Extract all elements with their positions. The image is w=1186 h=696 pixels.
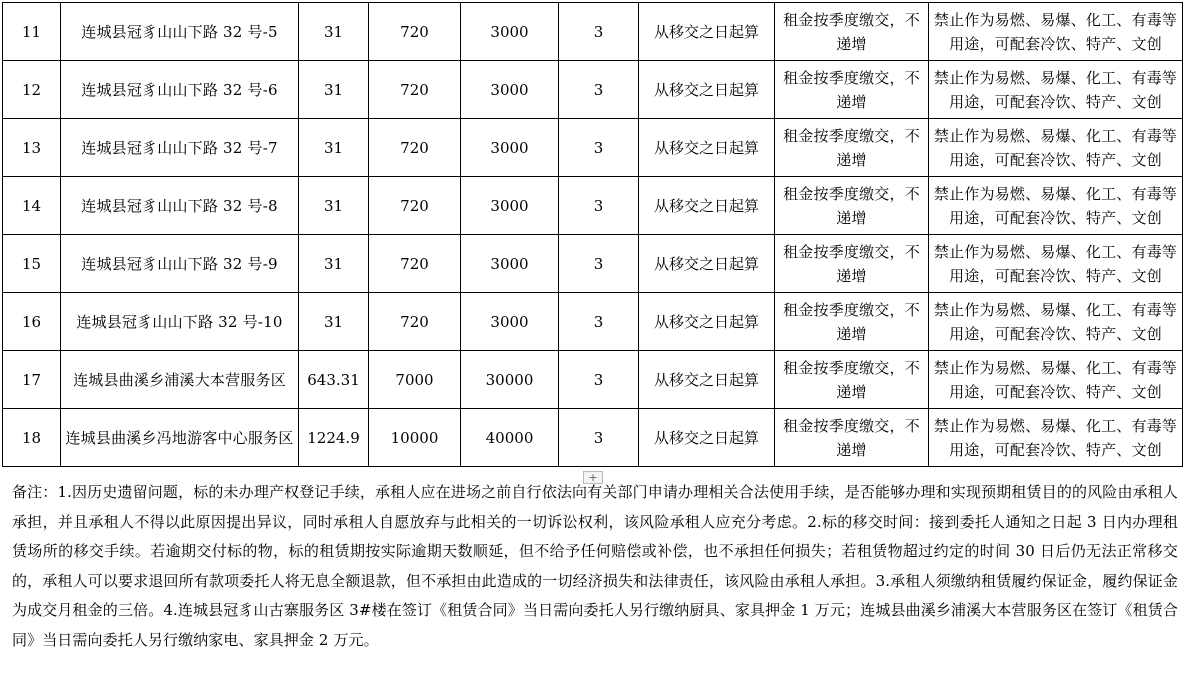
start-date-cell: 从移交之日起算 <box>639 119 775 177</box>
monthly-rent-cell: 720 <box>369 61 461 119</box>
start-date-cell: 从移交之日起算 <box>639 235 775 293</box>
location-cell: 连城县曲溪乡浦溪大本营服务区 <box>61 351 299 409</box>
monthly-rent-cell: 720 <box>369 235 461 293</box>
lease-years-cell: 3 <box>559 119 639 177</box>
table-row <box>3 293 1183 351</box>
area-cell: 31 <box>299 177 369 235</box>
usage-restriction-cell: 禁止作为易燃、易爆、化工、有毒等用途，可配套冷饮、特产、文创 <box>929 177 1183 235</box>
area-cell: 31 <box>299 61 369 119</box>
notes-paragraph: 备注：1.因历史遗留问题，标的未办理产权登记手续，承租人应在进场之前自行依法向有关部门申请办理相关合法使用手续，是否能够办理和实现预期租赁目的的风险由承租人承担，并且承租人不得以此原因提出异议，同时承租人自愿放弃与此相关的一切诉讼权利，该风险承租人应充分考虑。2.标的移交时间：接到委托人通知之日起 3 日内办理租赁场所的移交手续。若逾期交付标的物，标的租赁期按实际逾期天数顺延，但不给予任何赔偿或补偿，也不承担任何损失；若租赁物超过约定的时间 30 日后仍无法正常移交的，承租人可以要求退回所有款项委托人将无息全额退款，但不承担由此造成的一切经济损失和法律责任，该风险由承租人承担。3.承租人须缴纳租赁履约保证金，履约保证金为成交月租金的三倍。4.连城县冠豸山古寨服务区 3#楼在签订《租赁合同》当日需向委托人另行缴纳厨具、家具押金 1 万元；连城县曲溪乡浦溪大本营服务区在签订《租赁合同》当日需向委托人另行缴纳家电、家具押金 2 万元。 <box>12 483 1178 649</box>
location-cell: 连城县曲溪乡冯地游客中心服务区 <box>61 409 299 467</box>
monthly-rent-cell: 720 <box>369 119 461 177</box>
location-cell: 连城县冠豸山山下路 32 号-8 <box>61 177 299 235</box>
table-row <box>3 235 1183 293</box>
payment-terms-cell: 租金按季度缴交，不递增 <box>775 409 929 467</box>
location-cell: 连城县冠豸山山下路 32 号-9 <box>61 235 299 293</box>
area-cell: 1224.9 <box>299 409 369 467</box>
start-date-cell: 从移交之日起算 <box>639 409 775 467</box>
lease-years-cell: 3 <box>559 293 639 351</box>
lease-years-cell: 3 <box>559 61 639 119</box>
usage-restriction-cell: 禁止作为易燃、易爆、化工、有毒等用途，可配套冷饮、特产、文创 <box>929 61 1183 119</box>
monthly-rent-cell: 720 <box>369 3 461 61</box>
lease-table <box>2 2 1183 467</box>
area-cell: 31 <box>299 235 369 293</box>
row-number-cell: 11 <box>3 3 61 61</box>
payment-terms-cell: 租金按季度缴交，不递增 <box>775 61 929 119</box>
payment-terms-cell: 租金按季度缴交，不递增 <box>775 235 929 293</box>
lease-years-cell: 3 <box>559 3 639 61</box>
table-row <box>3 351 1183 409</box>
payment-terms-cell: 租金按季度缴交，不递增 <box>775 3 929 61</box>
deposit-cell: 30000 <box>461 351 559 409</box>
usage-restriction-cell: 禁止作为易燃、易爆、化工、有毒等用途，可配套冷饮、特产、文创 <box>929 3 1183 61</box>
area-cell: 31 <box>299 293 369 351</box>
lease-years-cell: 3 <box>559 351 639 409</box>
monthly-rent-cell: 7000 <box>369 351 461 409</box>
row-number-cell: 16 <box>3 293 61 351</box>
deposit-cell: 3000 <box>461 61 559 119</box>
deposit-cell: 3000 <box>461 235 559 293</box>
area-cell: 31 <box>299 119 369 177</box>
table-row <box>3 3 1183 61</box>
location-cell: 连城县冠豸山山下路 32 号-6 <box>61 61 299 119</box>
row-number-cell: 13 <box>3 119 61 177</box>
deposit-cell: 40000 <box>461 409 559 467</box>
monthly-rent-cell: 720 <box>369 293 461 351</box>
payment-terms-cell: 租金按季度缴交，不递增 <box>775 119 929 177</box>
payment-terms-cell: 租金按季度缴交，不递增 <box>775 293 929 351</box>
lease-years-cell: 3 <box>559 409 639 467</box>
start-date-cell: 从移交之日起算 <box>639 351 775 409</box>
start-date-cell: 从移交之日起算 <box>639 3 775 61</box>
usage-restriction-cell: 禁止作为易燃、易爆、化工、有毒等用途，可配套冷饮、特产、文创 <box>929 235 1183 293</box>
payment-terms-cell: 租金按季度缴交，不递增 <box>775 351 929 409</box>
row-number-cell: 17 <box>3 351 61 409</box>
location-cell: 连城县冠豸山山下路 32 号-10 <box>61 293 299 351</box>
deposit-cell: 3000 <box>461 3 559 61</box>
table-row <box>3 177 1183 235</box>
table-row <box>3 61 1183 119</box>
table-row <box>3 119 1183 177</box>
monthly-rent-cell: 10000 <box>369 409 461 467</box>
usage-restriction-cell: 禁止作为易燃、易爆、化工、有毒等用途，可配套冷饮、特产、文创 <box>929 351 1183 409</box>
deposit-cell: 3000 <box>461 119 559 177</box>
usage-restriction-cell: 禁止作为易燃、易爆、化工、有毒等用途，可配套冷饮、特产、文创 <box>929 409 1183 467</box>
row-number-cell: 18 <box>3 409 61 467</box>
start-date-cell: 从移交之日起算 <box>639 177 775 235</box>
area-cell: 643.31 <box>299 351 369 409</box>
location-cell: 连城县冠豸山山下路 32 号-7 <box>61 119 299 177</box>
lease-years-cell: 3 <box>559 235 639 293</box>
row-number-cell: 12 <box>3 61 61 119</box>
deposit-cell: 3000 <box>461 177 559 235</box>
row-number-cell: 15 <box>3 235 61 293</box>
deposit-cell: 3000 <box>461 293 559 351</box>
table-expand-handle[interactable]: + <box>583 471 603 484</box>
lease-years-cell: 3 <box>559 177 639 235</box>
start-date-cell: 从移交之日起算 <box>639 293 775 351</box>
usage-restriction-cell: 禁止作为易燃、易爆、化工、有毒等用途，可配套冷饮、特产、文创 <box>929 293 1183 351</box>
payment-terms-cell: 租金按季度缴交，不递增 <box>775 177 929 235</box>
row-number-cell: 14 <box>3 177 61 235</box>
usage-restriction-cell: 禁止作为易燃、易爆、化工、有毒等用途，可配套冷饮、特产、文创 <box>929 119 1183 177</box>
start-date-cell: 从移交之日起算 <box>639 61 775 119</box>
location-cell: 连城县冠豸山山下路 32 号-5 <box>61 3 299 61</box>
area-cell: 31 <box>299 3 369 61</box>
monthly-rent-cell: 720 <box>369 177 461 235</box>
table-row <box>3 409 1183 467</box>
